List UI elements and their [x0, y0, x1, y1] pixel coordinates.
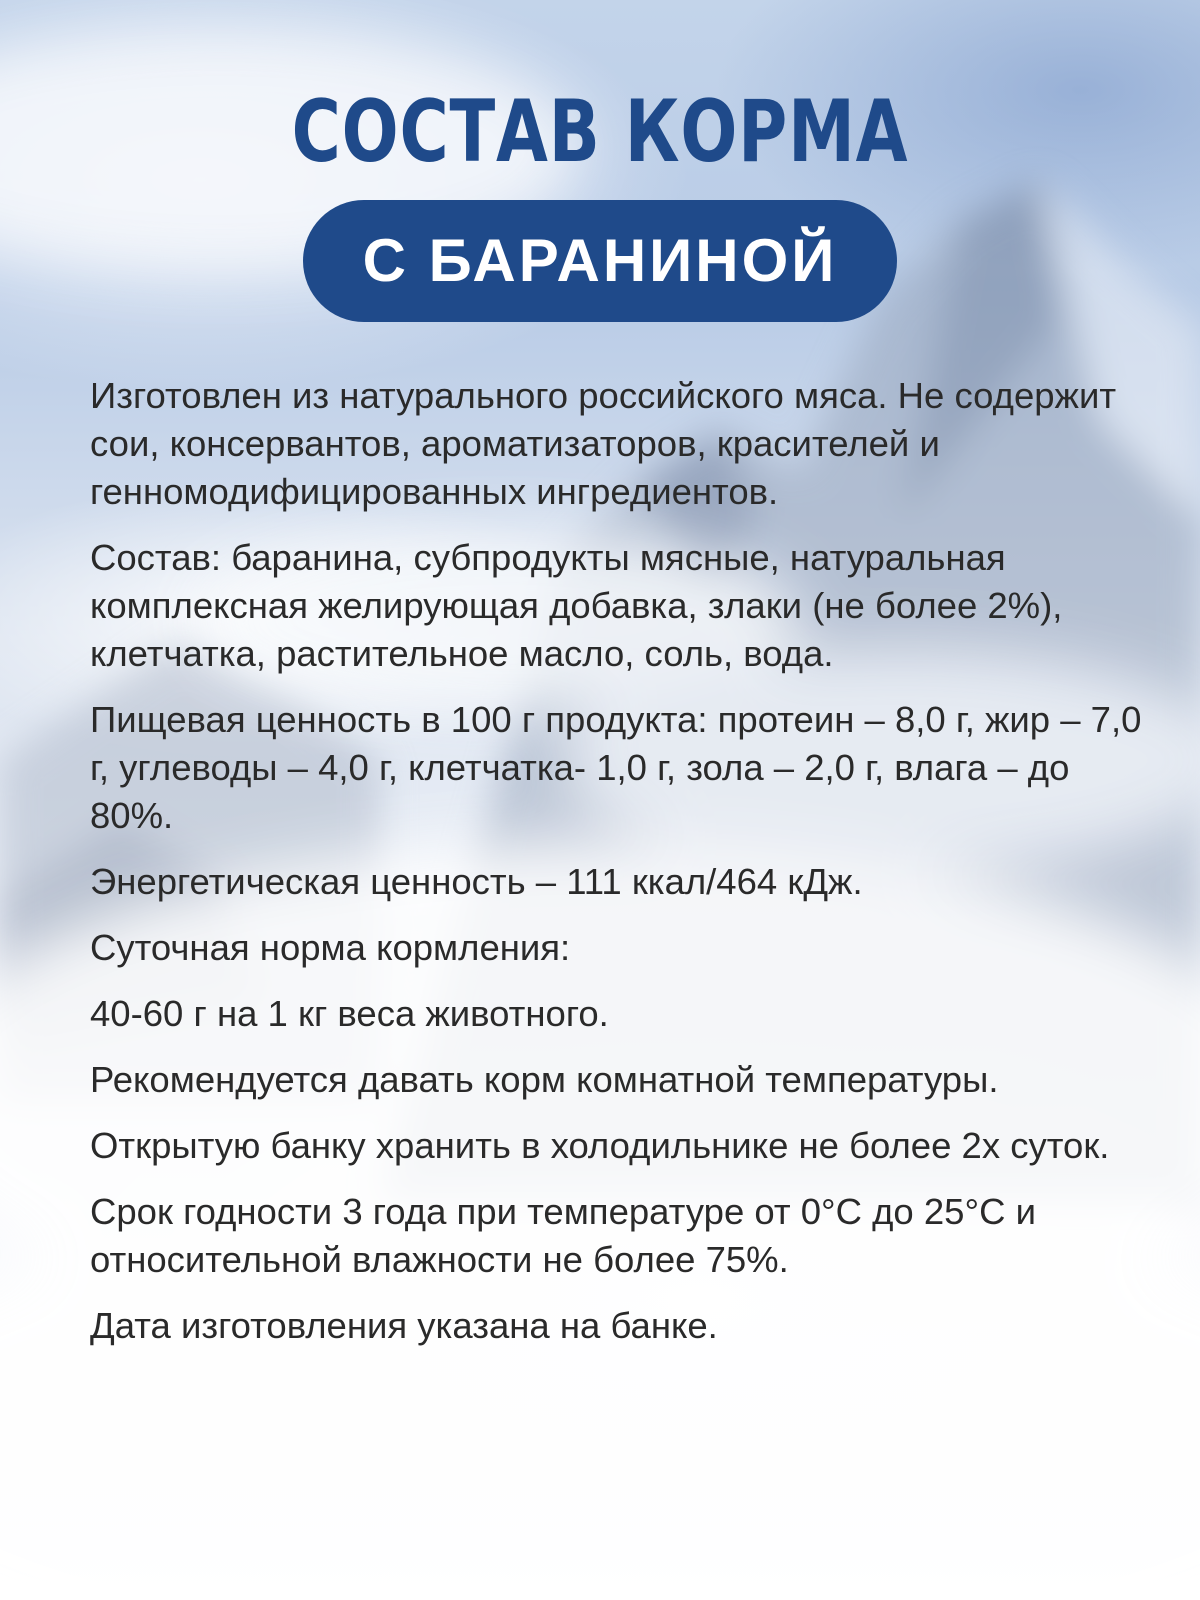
paragraph-serving-temperature: Рекомендуется давать корм комнатной температуры.	[90, 1059, 999, 1100]
paragraph-daily-norm-value: 40-60 г на 1 кг веса животного.	[90, 993, 609, 1034]
flavor-badge: С БАРАНИНОЙ	[303, 200, 897, 322]
paragraph-storage: Открытую банку хранить в холодильнике не более 2х суток.	[90, 1125, 1110, 1166]
paragraph-energy: Энергетическая ценность – 111 ккал/464 кДж.	[90, 861, 863, 902]
paragraph-daily-norm-label: Суточная норма кормления:	[90, 927, 571, 968]
page-title: СОСТАВ КОРМА	[291, 82, 909, 182]
description-text	[90, 372, 1150, 1368]
paragraph-production-date: Дата изготовления указана на банке.	[90, 1305, 718, 1346]
paragraph-shelf-life: Срок годности 3 года при температуре от 0°С до 25°С и относительной влажности не более 75%.	[90, 1191, 1036, 1280]
paragraph-intro: Изготовлен из натурального российского мяса. Не содержит сои, консервантов, ароматизаторов, красителей и генномодифицированных ингредиентов.	[90, 375, 1117, 512]
paragraph-ingredients: Состав: баранина, субпродукты мясные, натуральная комплексная желирующая добавка, злаки (не более 2%), клетчатка, растительное масло, соль, вода.	[90, 537, 1063, 674]
paragraph-nutrition: Пищевая ценность в 100 г продукта: протеин – 8,0 г, жир – 7,0 г, углеводы – 4,0 г, клетчатка- 1,0 г, зола – 2,0 г, влага – до 80%.	[90, 699, 1142, 836]
